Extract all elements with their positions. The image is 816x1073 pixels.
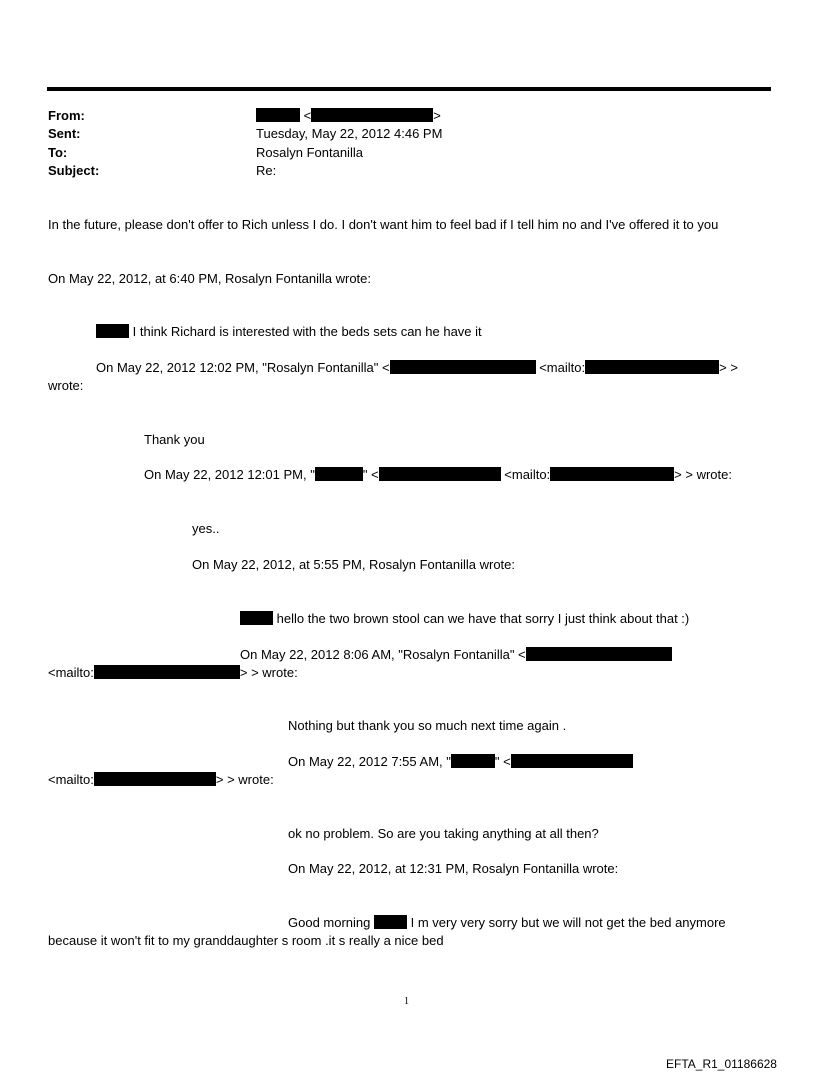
message-text: yes.. (192, 521, 220, 536)
document-id-footer: EFTA_R1_01186628 (666, 1057, 777, 1071)
reply-attribution (288, 754, 633, 770)
reply-attribution-cont (48, 665, 298, 681)
message-text: Nothing but thank you so much next time again . (288, 718, 567, 733)
redaction-block (374, 915, 407, 929)
message-span: Good morning (288, 915, 371, 930)
message-text: In the future, please don't offer to Rich unless I do. I don't want him to feel bad if I tell him no and I've offered it to you (48, 217, 719, 232)
message-text: Thank you (144, 432, 205, 447)
redaction-block (511, 754, 633, 768)
redaction-block (256, 108, 300, 122)
redaction-block (585, 360, 719, 374)
attribution-span: <mailto: (48, 772, 94, 787)
attribution-span: > > (719, 360, 738, 375)
reply-attribution-cont: wrote: (48, 378, 84, 393)
redaction-block (451, 754, 495, 768)
redaction-block (315, 467, 363, 481)
attribution-span: On May 22, 2012 12:02 PM, "Rosalyn Fontanilla" < (96, 360, 390, 375)
reply-attribution (96, 360, 738, 376)
redaction-block (240, 611, 273, 625)
redaction-block (379, 467, 501, 481)
redaction-block (94, 665, 240, 679)
attribution-span: <mailto: (48, 665, 94, 680)
message-text (96, 324, 482, 340)
reply-attribution (144, 467, 732, 483)
message-text (288, 915, 726, 931)
attribution-span: > > wrote: (215, 772, 274, 787)
to-value: Rosalyn Fontanilla (256, 145, 363, 160)
redaction-block (311, 108, 433, 122)
reply-attribution: On May 22, 2012, at 6:40 PM, Rosalyn Fontanilla wrote: (48, 271, 372, 286)
redaction-block (96, 324, 129, 338)
message-span: hello the two brown stool can we have that sorry I just think about that :) (276, 611, 690, 626)
header-rule (47, 87, 771, 91)
message-span: I m very very sorry but we will not get the bed anymore (410, 915, 726, 930)
attribution-span: On May 22, 2012 7:55 AM, " (288, 754, 451, 769)
to-label: To: (48, 145, 68, 160)
message-span: I think Richard is interested with the beds sets can he have it (132, 324, 482, 339)
redaction-block (550, 467, 674, 481)
attribution-span: > > wrote: (674, 467, 732, 482)
attribution-span: <mailto: (504, 467, 551, 482)
attribution-span: <mailto: (539, 360, 586, 375)
message-text-cont: because it won't fit to my granddaughter s room .it s really a nice bed (48, 933, 444, 948)
redaction-block (390, 360, 536, 374)
reply-attribution-cont (48, 772, 274, 788)
from-open-bracket: < (303, 108, 312, 123)
attribution-span: On May 22, 2012 8:06 AM, "Rosalyn Fontanilla" < (240, 647, 526, 662)
attribution-span: > > wrote: (239, 665, 298, 680)
subject-label: Subject: (48, 163, 100, 178)
reply-attribution (240, 647, 672, 663)
reply-attribution: On May 22, 2012, at 12:31 PM, Rosalyn Fontanilla wrote: (288, 861, 619, 876)
from-label: From: (48, 108, 85, 123)
redaction-block (526, 647, 672, 661)
sent-label: Sent: (48, 126, 81, 141)
attribution-span: " < (362, 467, 379, 482)
attribution-span: On May 22, 2012 12:01 PM, " (144, 467, 315, 482)
from-close-bracket: > (433, 108, 441, 123)
from-value (256, 108, 441, 124)
sent-value: Tuesday, May 22, 2012 4:46 PM (256, 126, 443, 141)
subject-value: Re: (256, 163, 277, 178)
reply-attribution: On May 22, 2012, at 5:55 PM, Rosalyn Fontanilla wrote: (192, 557, 516, 572)
attribution-span: " < (494, 754, 511, 769)
redaction-block (94, 772, 216, 786)
message-text: ok no problem. So are you taking anything at all then? (288, 826, 599, 841)
page-number: 1 (404, 996, 409, 1007)
message-text (240, 611, 689, 627)
